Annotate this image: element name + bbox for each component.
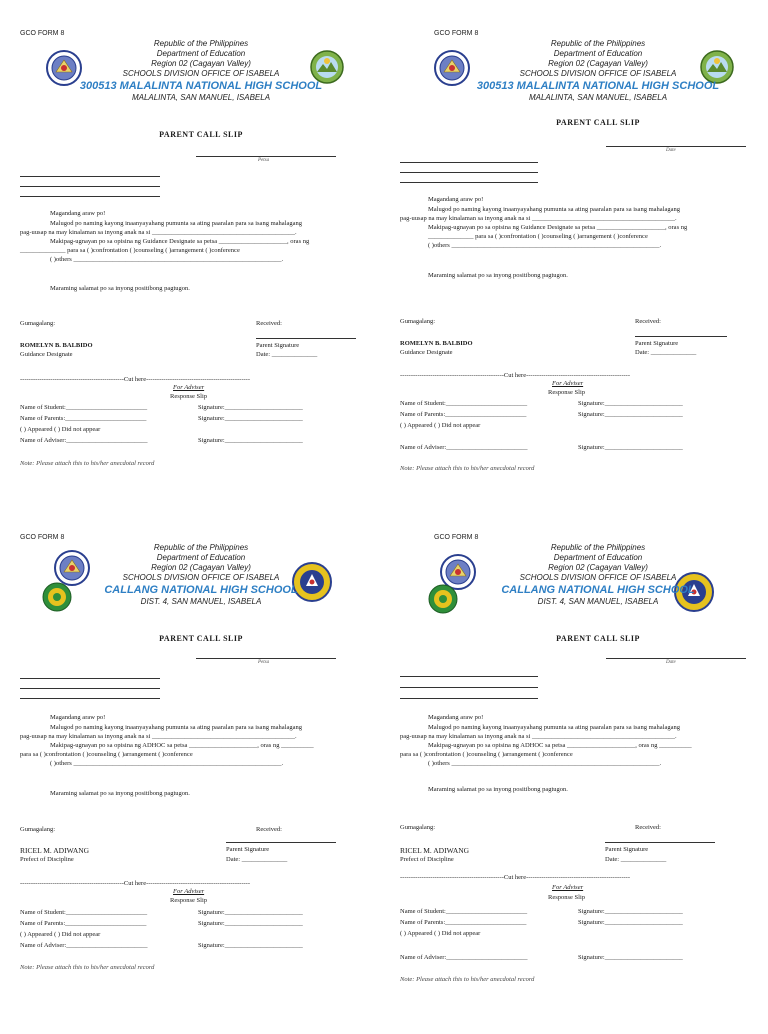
parent-signature-line[interactable] bbox=[256, 338, 356, 339]
school-name: CALLANG NATIONAL HIGH SCHOOL bbox=[501, 584, 695, 596]
student-name-field[interactable]: Name of Student:_________________________ bbox=[20, 909, 148, 916]
received-label: Received: bbox=[256, 826, 282, 833]
gumagalang-label: Gumagalang: bbox=[400, 824, 436, 831]
appearance-checkboxes[interactable]: ( ) Appeared ( ) Did not appear bbox=[20, 426, 101, 433]
body-line: pag-uusap na may kinalaman sa inyong anak na si ____________________________________________. bbox=[400, 733, 677, 740]
attachment-note: Note: Please attach this to his/her anecdotal record bbox=[400, 465, 535, 472]
parent-call-slip bbox=[398, 30, 768, 530]
body-line: pag-uusap na may kinalaman sa inyong anak na si ____________________________________________. bbox=[20, 229, 297, 236]
school-address: MALALINTA, SAN MANUEL, ISABELA bbox=[528, 93, 668, 102]
response-slip-title: Response Slip bbox=[170, 897, 208, 904]
division-line: SCHOOLS DIVISION OFFICE OF ISABELA bbox=[519, 573, 677, 582]
gumagalang-label: Gumagalang: bbox=[400, 318, 436, 325]
thanks-line: Maraming salamat po sa inyong positibong pagtugon. bbox=[50, 790, 190, 797]
form-label: GCO FORM 8 bbox=[20, 30, 65, 37]
body-line: ( )others ________________________________________________________________. bbox=[428, 242, 662, 249]
republic-line: Republic of the Philippines bbox=[550, 39, 646, 48]
greeting: Magandang araw po! bbox=[428, 196, 484, 203]
thanks-line: Maraming salamat po sa inyong positibong pagtugon. bbox=[428, 786, 568, 793]
parent-signature-label: Parent Signature bbox=[256, 342, 300, 349]
parent-signature-label: Parent Signature bbox=[635, 340, 679, 347]
republic-line: Republic of the Philippines bbox=[153, 39, 249, 48]
response-slip-title: Response Slip bbox=[548, 389, 586, 396]
gumagalang-label: Gumagalang: bbox=[20, 320, 56, 327]
body-line: pag-uusap na may kinalaman sa inyong anak na si ____________________________________________. bbox=[400, 215, 677, 222]
recipient-line[interactable] bbox=[400, 172, 538, 173]
parent-signature-field[interactable]: Signature:________________________ bbox=[198, 920, 303, 927]
region-line: Region 02 (Cagayan Valley) bbox=[151, 59, 251, 68]
attachment-note: Note: Please attach this to his/her anecdotal record bbox=[20, 964, 155, 971]
for-adviser-label: For Adviser bbox=[173, 384, 205, 391]
region-line: Region 02 (Cagayan Valley) bbox=[548, 59, 648, 68]
adviser-signature-field[interactable]: Signature:________________________ bbox=[578, 444, 683, 451]
recipient-line[interactable] bbox=[20, 678, 160, 679]
parent-name-field[interactable]: Name of Parents:_________________________ bbox=[20, 920, 147, 927]
parent-call-slip bbox=[398, 534, 768, 1034]
school-name: 300513 MALALINTA NATIONAL HIGH SCHOOL bbox=[476, 80, 720, 92]
received-label: Received: bbox=[635, 318, 661, 325]
recipient-line[interactable] bbox=[400, 162, 538, 163]
received-date-label: Date: ______________ bbox=[635, 349, 697, 356]
body-line: ( )others ________________________________________________________________. bbox=[50, 760, 284, 767]
body-line: Malugod po naming kayong inaanyayahang pumunta sa ating paaralan para sa isang mahalagang bbox=[428, 206, 680, 213]
letterhead bbox=[16, 543, 386, 607]
signatory-title: Prefect of Discipline bbox=[400, 856, 454, 863]
signatory-name: RICEL M. ADIWANG bbox=[20, 846, 90, 855]
form-label: GCO FORM 8 bbox=[434, 30, 479, 37]
student-signature-field[interactable]: Signature:________________________ bbox=[198, 909, 303, 916]
adviser-signature-field[interactable]: Signature:________________________ bbox=[198, 437, 303, 444]
body-line: para sa ( )confrontation ( )counseling ( )arrangement ( )conference bbox=[20, 751, 193, 758]
signatory-title: Guidance Designate bbox=[20, 351, 73, 358]
thanks-line: Maraming salamat po sa inyong positibong pagtugon. bbox=[50, 285, 190, 292]
parent-name-field[interactable]: Name of Parents:_________________________ bbox=[20, 415, 147, 422]
school-address: DIST. 4, SAN MANUEL, ISABELA bbox=[140, 597, 262, 606]
form-label: GCO FORM 8 bbox=[20, 534, 65, 541]
appearance-checkboxes[interactable]: ( ) Appeared ( ) Did not appear bbox=[20, 931, 101, 938]
recipient-line[interactable] bbox=[20, 688, 160, 689]
slip-title: PARENT CALL SLIP bbox=[556, 118, 640, 127]
date-caption: Date bbox=[666, 148, 676, 153]
region-line: Region 02 (Cagayan Valley) bbox=[548, 563, 648, 572]
date-caption: Petsa bbox=[258, 660, 270, 665]
division-line: SCHOOLS DIVISION OFFICE OF ISABELA bbox=[519, 69, 677, 78]
body-line: Malugod po naming kayong inaanyayahang pumunta sa ating paaralan para sa isang mahalagang bbox=[50, 220, 302, 227]
student-signature-field[interactable]: Signature:________________________ bbox=[578, 908, 683, 915]
greeting: Magandang araw po! bbox=[428, 714, 484, 721]
parent-name-field[interactable]: Name of Parents:_________________________ bbox=[400, 411, 527, 418]
parent-signature-field[interactable]: Signature:________________________ bbox=[198, 415, 303, 422]
slip-title: PARENT CALL SLIP bbox=[159, 130, 243, 139]
letterhead bbox=[16, 39, 386, 103]
recipient-line[interactable] bbox=[20, 186, 160, 187]
division-line: SCHOOLS DIVISION OFFICE OF ISABELA bbox=[122, 573, 280, 582]
date-line[interactable] bbox=[606, 658, 746, 659]
cut-here-line: ------------------------------------------------Cut here------------------------------------------------ bbox=[20, 376, 250, 383]
attachment-note: Note: Please attach this to his/her anecdotal record bbox=[400, 976, 535, 983]
signatory-title: Prefect of Discipline bbox=[20, 856, 74, 863]
body-line: Makipag-ugnayan po sa opisina ng ADHOC sa petsa _____________________, oras ng __________ bbox=[50, 742, 314, 749]
republic-line: Republic of the Philippines bbox=[550, 543, 646, 552]
school-address: MALALINTA, SAN MANUEL, ISABELA bbox=[131, 93, 271, 102]
school-name: 300513 MALALINTA NATIONAL HIGH SCHOOL bbox=[79, 80, 323, 92]
body-line: ______________ para sa ( )confrontation ( )counseling ( )arrangement ( )conference bbox=[428, 233, 648, 240]
school-address: DIST. 4, SAN MANUEL, ISABELA bbox=[537, 597, 659, 606]
region-line: Region 02 (Cagayan Valley) bbox=[151, 563, 251, 572]
department-line: Department of Education bbox=[553, 49, 643, 58]
received-label: Received: bbox=[635, 824, 661, 831]
gumagalang-label: Gumagalang: bbox=[20, 826, 56, 833]
body-line: Makipag-ugnayan po sa opisina ng Guidance Designate sa petsa _____________________, oras ng bbox=[428, 224, 688, 231]
cut-here-line: ------------------------------------------------Cut here------------------------------------------------ bbox=[400, 372, 630, 379]
parent-call-slip bbox=[16, 534, 386, 1034]
adviser-signature-field[interactable]: Signature:________________________ bbox=[578, 954, 683, 961]
body-line: Malugod po naming kayong inaanyayahang pumunta sa ating paaralan para sa isang mahalagang bbox=[428, 724, 680, 731]
parent-signature-label: Parent Signature bbox=[226, 846, 270, 853]
greeting: Magandang araw po! bbox=[50, 210, 106, 217]
parent-call-slip bbox=[16, 30, 386, 530]
signatory-name: ROMELYN B. BALBIDO bbox=[400, 340, 473, 347]
slip-title: PARENT CALL SLIP bbox=[556, 634, 640, 643]
signatory-name: ROMELYN B. BALBIDO bbox=[20, 342, 93, 349]
recipient-line[interactable] bbox=[400, 687, 538, 688]
school-name: CALLANG NATIONAL HIGH SCHOOL bbox=[104, 584, 298, 596]
student-name-field[interactable]: Name of Student:_________________________ bbox=[400, 400, 528, 407]
received-label: Received: bbox=[256, 320, 282, 327]
recipient-line[interactable] bbox=[400, 698, 538, 699]
signatory-name: RICEL M. ADIWANG bbox=[400, 846, 470, 855]
signatory-title: Guidance Designate bbox=[400, 349, 453, 356]
for-adviser-label: For Adviser bbox=[552, 380, 584, 387]
date-line[interactable] bbox=[196, 156, 336, 157]
recipient-line[interactable] bbox=[20, 176, 160, 177]
department-line: Department of Education bbox=[156, 49, 246, 58]
appearance-checkboxes[interactable]: ( ) Appeared ( ) Did not appear bbox=[400, 422, 481, 429]
republic-line: Republic of the Philippines bbox=[153, 543, 249, 552]
recipient-line[interactable] bbox=[400, 182, 538, 183]
body-line: Makipag-ugnayan po sa opisina ng Guidance Designate sa petsa _____________________, oras ng bbox=[50, 238, 310, 245]
parent-signature-line[interactable] bbox=[226, 842, 336, 843]
recipient-line[interactable] bbox=[20, 698, 160, 699]
body-line: Malugod po naming kayong inaanyayahang pumunta sa ating paaralan para sa isang mahalagang bbox=[50, 724, 302, 731]
parent-signature-label: Parent Signature bbox=[605, 846, 649, 853]
body-line: ______________ para sa ( )confrontation ( )counseling ( )arrangement ( )conference bbox=[20, 247, 240, 254]
letterhead bbox=[428, 39, 768, 103]
recipient-line[interactable] bbox=[400, 676, 538, 677]
student-name-field[interactable]: Name of Student:_________________________ bbox=[20, 404, 148, 411]
body-line: para sa ( )confrontation ( )counseling ( )arrangement ( )conference bbox=[400, 751, 573, 758]
body-line: ( )others ________________________________________________________________. bbox=[428, 760, 662, 767]
student-signature-field[interactable]: Signature:________________________ bbox=[578, 400, 683, 407]
date-line[interactable] bbox=[196, 658, 336, 659]
cut-here-line: ------------------------------------------------Cut here------------------------------------------------ bbox=[400, 874, 630, 881]
response-slip-title: Response Slip bbox=[548, 894, 586, 901]
parent-signature-field[interactable]: Signature:________________________ bbox=[578, 919, 683, 926]
for-adviser-label: For Adviser bbox=[173, 888, 205, 895]
parent-signature-field[interactable]: Signature:________________________ bbox=[578, 411, 683, 418]
parent-name-field[interactable]: Name of Parents:_________________________ bbox=[400, 919, 527, 926]
body-line: pag-uusap na may kinalaman sa inyong anak na si ____________________________________________. bbox=[20, 733, 297, 740]
student-signature-field[interactable]: Signature:________________________ bbox=[198, 404, 303, 411]
parent-signature-line[interactable] bbox=[605, 842, 715, 843]
recipient-line[interactable] bbox=[20, 196, 160, 197]
adviser-name-field[interactable]: Name of Adviser:_________________________ bbox=[20, 942, 148, 949]
received-date-label: Date: ______________ bbox=[226, 856, 288, 863]
adviser-name-field[interactable]: Name of Adviser:_________________________ bbox=[400, 444, 528, 451]
received-date-label: Date: ______________ bbox=[256, 351, 318, 358]
received-date-label: Date: ______________ bbox=[605, 856, 667, 863]
response-slip-title: Response Slip bbox=[170, 393, 208, 400]
for-adviser-label: For Adviser bbox=[552, 884, 584, 891]
thanks-line: Maraming salamat po sa inyong positibong pagtugon. bbox=[428, 272, 568, 279]
adviser-name-field[interactable]: Name of Adviser:_________________________ bbox=[20, 437, 148, 444]
attachment-note: Note: Please attach this to his/her anecdotal record bbox=[20, 460, 155, 467]
date-caption: Petsa bbox=[258, 158, 270, 163]
body-line: Makipag-ugnayan po sa opisina ng ADHOC sa petsa _____________________, oras ng __________ bbox=[428, 742, 692, 749]
letterhead bbox=[428, 543, 768, 607]
department-line: Department of Education bbox=[156, 553, 246, 562]
adviser-name-field[interactable]: Name of Adviser:_________________________ bbox=[400, 954, 528, 961]
department-line: Department of Education bbox=[553, 553, 643, 562]
greeting: Magandang araw po! bbox=[50, 714, 106, 721]
date-line[interactable] bbox=[606, 146, 746, 147]
form-label: GCO FORM 8 bbox=[434, 534, 479, 541]
adviser-signature-field[interactable]: Signature:________________________ bbox=[198, 942, 303, 949]
date-caption: Date bbox=[666, 660, 676, 665]
body-line: ( )others ________________________________________________________________. bbox=[50, 256, 284, 263]
cut-here-line: ------------------------------------------------Cut here------------------------------------------------ bbox=[20, 880, 250, 887]
student-name-field[interactable]: Name of Student:_________________________ bbox=[400, 908, 528, 915]
division-line: SCHOOLS DIVISION OFFICE OF ISABELA bbox=[122, 69, 280, 78]
appearance-checkboxes[interactable]: ( ) Appeared ( ) Did not appear bbox=[400, 930, 481, 937]
parent-signature-line[interactable] bbox=[635, 336, 727, 337]
slip-title: PARENT CALL SLIP bbox=[159, 634, 243, 643]
